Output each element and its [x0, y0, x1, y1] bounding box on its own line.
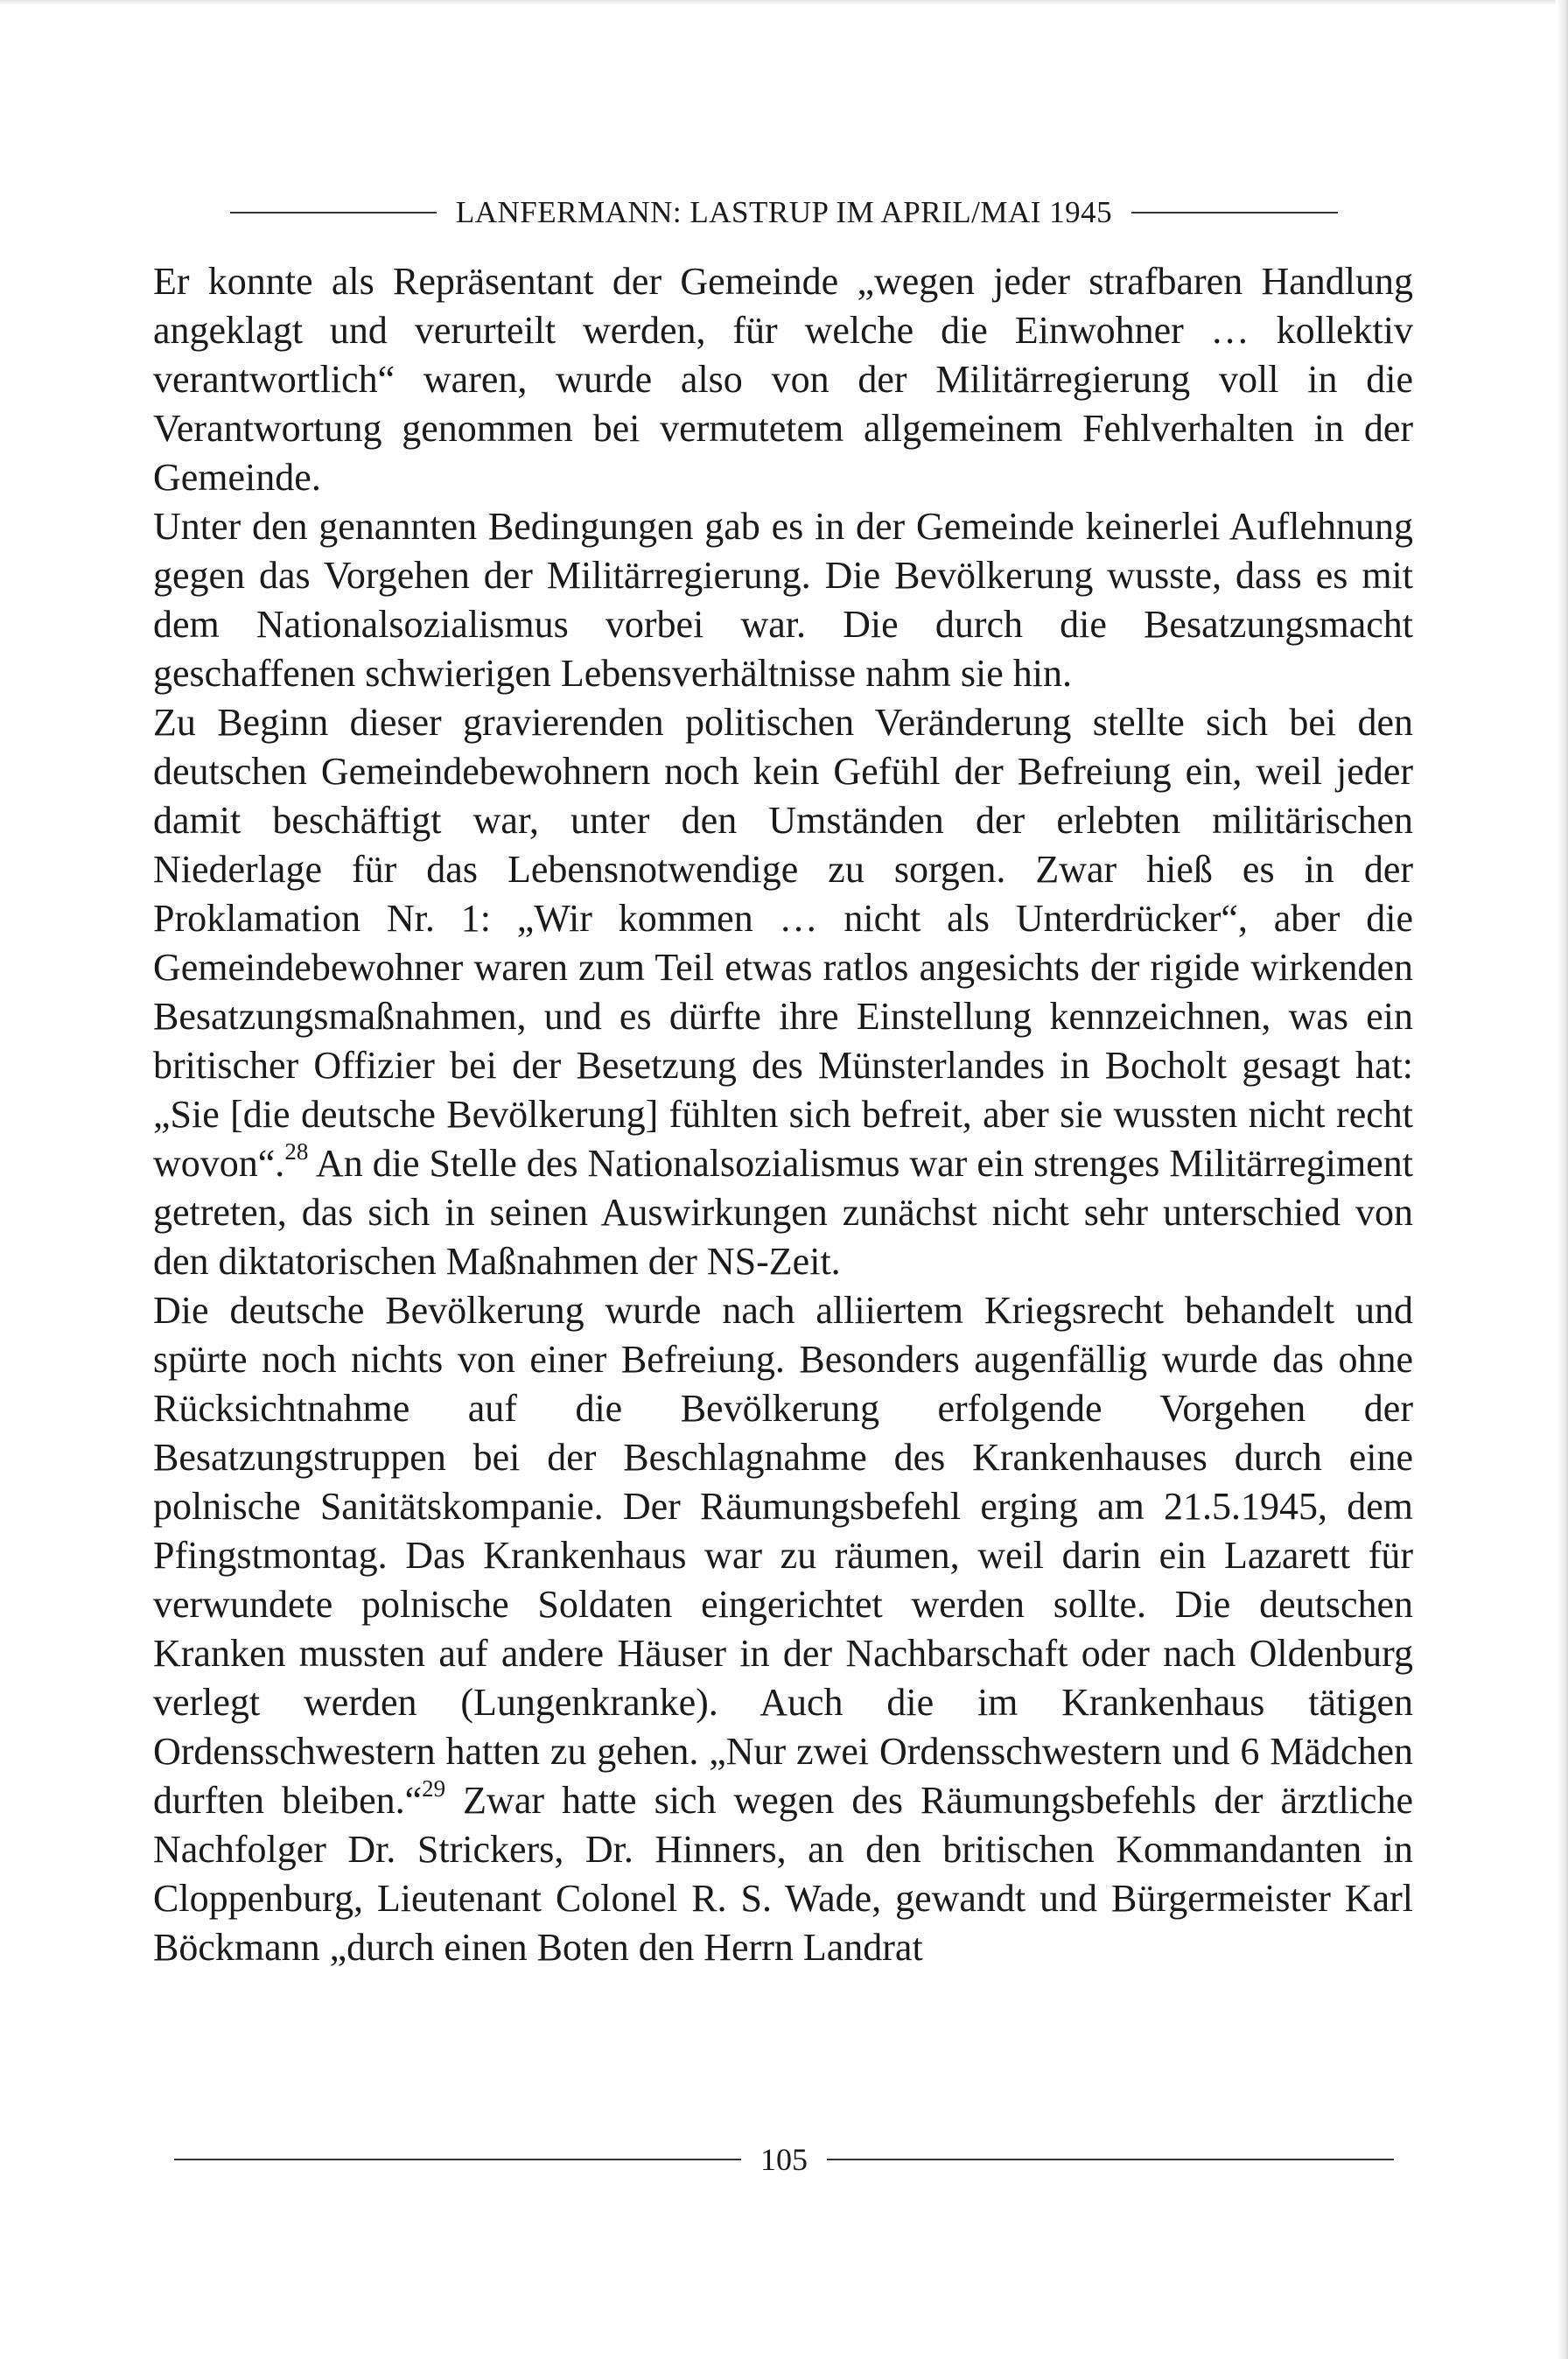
paragraph-2-text: Unter den genannten Bedingungen gab es in der Gemeinde keinerlei Auflehnung gegen das Vorgehen der Militärregierung. Die Bevölkerung wusste, dass es mit dem Nationalsozialismus vorbei war. Die durch die Besatzungsmacht geschaffenen schwierigen Lebensverhältnisse nahm sie hin.: [153, 505, 1413, 695]
paragraph-4-text-after: Zwar hatte sich wegen des Räumungsbefehls der ärztliche Nachfolger Dr. Strickers, Dr. Hinners, an den britischen Kommandanten in Cloppenburg, Lieutenant Colonel R. S. Wade, gewandt und Bürgermeister Karl Böckmann „durch einen Boten den Herrn Landrat: [153, 1779, 1413, 1969]
paragraph-3-text-after: An die Stelle des Nationalsozialismus war ein strenges Militärregiment getreten, das sich in seinen Auswirkungen zunächst nicht sehr unterschied von den diktatorischen Maßnahmen der NS-Zeit.: [153, 1142, 1413, 1283]
scan-edge-top: [0, 0, 1568, 5]
footnote-marker-28[interactable]: 28: [284, 1138, 309, 1166]
paragraph-2: [153, 502, 1413, 698]
paragraph-4: [153, 1286, 1413, 1972]
footnote-marker-29[interactable]: 29: [422, 1775, 446, 1802]
paragraph-3: [153, 698, 1413, 1286]
footer-rule-right: [827, 2159, 1394, 2160]
paragraph-1-text: Er konnte als Repräsentant der Gemeinde „wegen jeder strafbaren Handlung angeklagt und verurteilt werden, für welche die Einwohner … kollektiv verantwortlich“ waren, wurde also von der Militärregierung voll in die Verantwortung genommen bei vermutetem allgemeinem Fehlverhalten in der Gemeinde.: [153, 260, 1413, 499]
running-head-title: LANFERMANN: LASTRUP IM APRIL/MAI 1945: [455, 195, 1113, 229]
footer-rule-left: [174, 2159, 741, 2160]
body-text: [153, 257, 1413, 1972]
paragraph-1: [153, 257, 1413, 502]
running-head-rule-left: [230, 212, 437, 214]
running-head-rule-right: [1131, 212, 1338, 214]
page-footer: [156, 2135, 1412, 2184]
scan-edge-right: [1556, 0, 1568, 2359]
running-head: [156, 186, 1412, 239]
paragraph-3-text: Zu Beginn dieser gravierenden politischen Veränderung stellte sich bei den deutschen Gemeindebewohnern noch kein Gefühl der Befreiung ein, weil jeder damit beschäftigt war, unter den Umständen der erlebten militärischen Niederlage für das Lebensnotwendige zu sorgen. Zwar hieß es in der Proklamation Nr. 1: „Wir kommen … nicht als Unterdrücker“, aber die Gemeindebewohner waren zum Teil etwas ratlos angesichts der rigide wirkenden Besatzungsmaßnahmen, und es dürfte ihre Einstellung kennzeichnen, was ein britischer Offizier bei der Besetzung des Münsterlandes in Bocholt gesagt hat: „Sie [die deutsche Bevölkerung] fühlten sich befreit, aber sie wussten nicht recht wovon“.: [153, 701, 1413, 1185]
page-number: 105: [760, 2142, 808, 2177]
paragraph-4-text: Die deutsche Bevölkerung wurde nach alliiertem Kriegsrecht behandelt und spürte noch nichts von einer Befreiung. Besonders augenfällig wurde das ohne Rücksichtnahme auf die Bevölkerung erfolgende Vorgehen der Besatzungstruppen bei der Beschlagnahme des Krankenhauses durch eine polnische Sanitätskompanie. Der Räumungsbefehl erging am 21.5.1945, dem Pfingstmontag. Das Krankenhaus war zu räumen, weil darin ein Lazarett für verwundete polnische Soldaten eingerichtet werden sollte. Die deutschen Kranken mussten auf andere Häuser in der Nachbarschaft oder nach Oldenburg verlegt werden (Lungenkranke). Auch die im Krankenhaus tätigen Ordensschwestern hatten zu gehen. „Nur zwei Ordensschwestern und 6 Mädchen durften bleiben.“: [153, 1289, 1413, 1822]
